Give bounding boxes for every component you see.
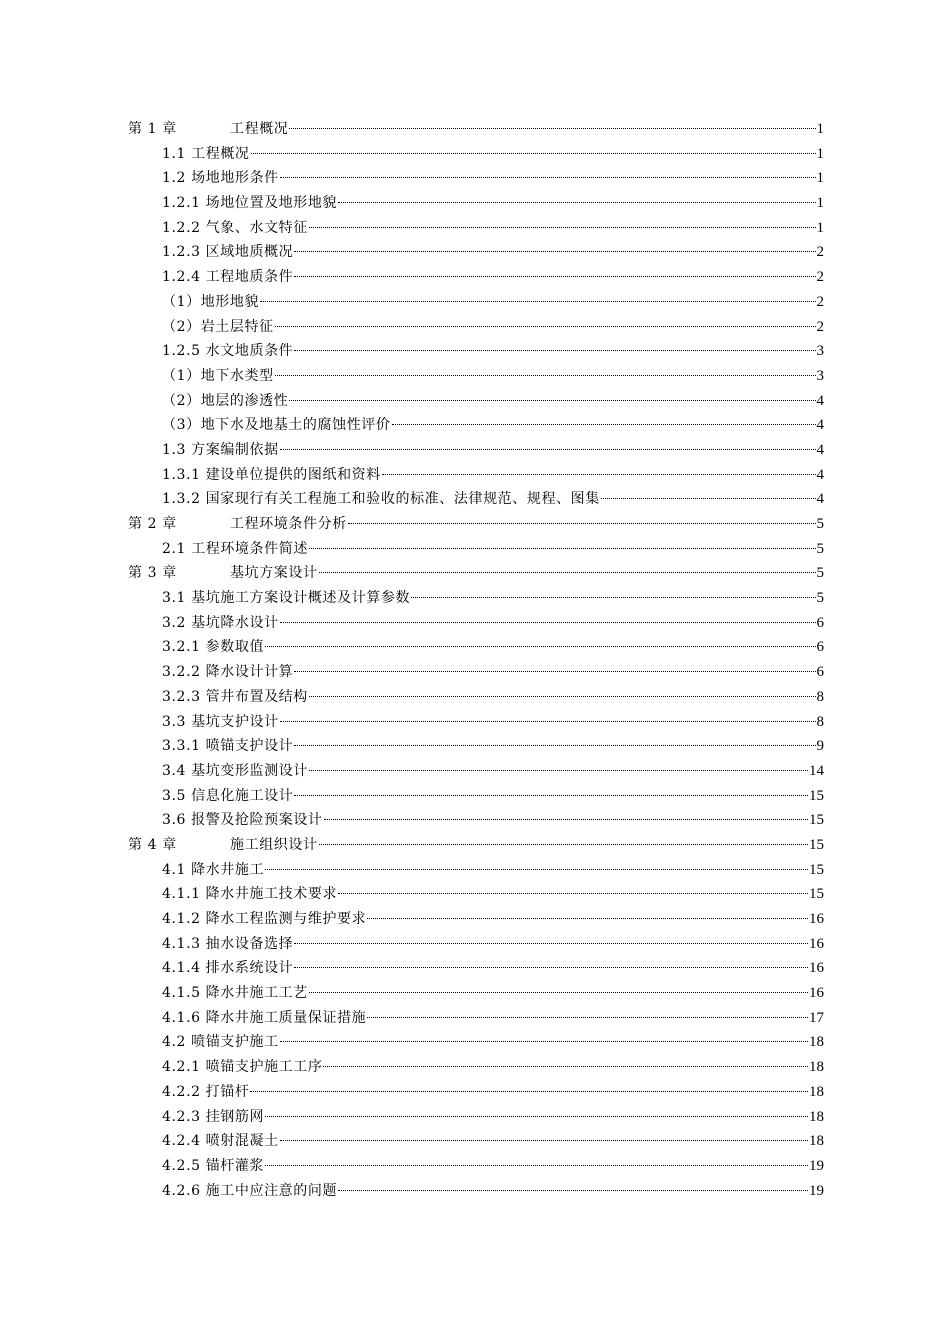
toc-entry-title — [128, 833, 318, 858]
page-number: 19 — [809, 1182, 824, 1199]
toc-entry-title: 2.1 工程环境条件简述 — [162, 540, 308, 557]
toc-entry-title: 1.1 工程概况 — [162, 145, 250, 162]
toc-section-row[interactable] — [128, 265, 824, 290]
page-number: 6 — [816, 614, 824, 631]
page-number: 1 — [816, 219, 824, 236]
toc-section-row[interactable] — [128, 438, 824, 463]
toc-section-row[interactable] — [128, 364, 824, 389]
toc-section-row[interactable] — [128, 240, 824, 265]
page-number: 16 — [809, 985, 824, 1002]
dot-leader — [309, 992, 808, 993]
dot-leader — [294, 795, 808, 796]
dot-leader — [289, 128, 815, 129]
chapter-title: 工程概况 — [230, 121, 289, 137]
toc-entry-title: 3.3 基坑支护设计 — [162, 713, 279, 730]
page-number: 1 — [816, 170, 824, 187]
toc-section-row[interactable] — [128, 808, 824, 833]
page-number: 16 — [809, 960, 824, 977]
toc-entry-title: 4.2.4 喷射混凝土 — [162, 1133, 279, 1150]
chapter-number: 第 3 章 — [128, 565, 177, 582]
toc-entry-title: 1.3.1 建设单位提供的图纸和资料 — [162, 466, 381, 483]
toc-chapter-row[interactable] — [128, 561, 824, 586]
dot-leader — [280, 449, 816, 450]
toc-section-row[interactable] — [128, 932, 824, 957]
toc-entry-title: 4.2.1 喷锚支护施工工序 — [162, 1059, 323, 1076]
toc-entry-title: （2）岩土层特征 — [162, 318, 274, 335]
dot-leader — [367, 918, 808, 919]
toc-entry-title: （1）地下水类型 — [162, 367, 274, 384]
toc-entry-title: 3.3.1 喷锚支护设计 — [162, 738, 294, 755]
toc-section-row[interactable] — [128, 882, 824, 907]
dot-leader — [382, 474, 816, 475]
toc-section-row[interactable] — [128, 907, 824, 932]
toc-entry-title — [128, 561, 318, 586]
dot-leader — [265, 1165, 808, 1166]
toc-entry-title: （3）地下水及地基土的腐蚀性评价 — [162, 417, 391, 434]
toc-chapter-row[interactable] — [128, 512, 824, 537]
dot-leader — [280, 1041, 808, 1042]
toc-section-row[interactable] — [128, 389, 824, 414]
page-number: 17 — [809, 1009, 824, 1026]
toc-section-row[interactable] — [128, 660, 824, 685]
page-number: 1 — [816, 195, 824, 212]
toc-chapter-row[interactable] — [128, 833, 824, 858]
toc-chapter-row[interactable] — [128, 117, 824, 142]
page-number: 3 — [816, 343, 824, 360]
page-number: 19 — [809, 1157, 824, 1174]
toc-entry-title: 4.2.2 打锚杆 — [162, 1083, 250, 1100]
page-number: 14 — [809, 762, 824, 779]
toc-entry-title: 4.1.5 降水井施工工艺 — [162, 985, 308, 1002]
toc-section-row[interactable] — [128, 191, 824, 216]
dot-leader — [275, 326, 816, 327]
page-number: 15 — [809, 812, 824, 829]
toc-entry-title: 3.2.3 管井布置及结构 — [162, 688, 308, 705]
page-number: 18 — [809, 1034, 824, 1051]
toc-section-row[interactable] — [128, 1154, 824, 1179]
chapter-number: 第 2 章 — [128, 516, 177, 532]
dot-leader — [601, 498, 816, 499]
toc-section-row[interactable] — [128, 759, 824, 784]
page-number: 9 — [816, 738, 824, 755]
toc-entry-title: 1.2.5 水文地质条件 — [162, 343, 294, 360]
dot-leader — [338, 893, 808, 894]
page-number: 4 — [816, 417, 824, 434]
page-number: 2 — [816, 244, 824, 261]
toc-entry-title: 4.2.6 施工中应注意的问题 — [162, 1182, 338, 1199]
toc-section-row[interactable] — [128, 537, 824, 562]
toc-section-row[interactable] — [128, 635, 824, 660]
toc-section-row[interactable] — [128, 784, 824, 809]
page-number: 16 — [809, 935, 824, 952]
dot-leader — [348, 523, 816, 524]
page-number: 5 — [816, 565, 824, 582]
page-number: 15 — [809, 787, 824, 804]
toc-entry-title: 3.2.2 降水设计计算 — [162, 664, 294, 681]
toc-entry-title: （2）地层的渗透性 — [162, 392, 289, 409]
page-number: 5 — [816, 540, 824, 557]
page-number: 2 — [816, 293, 824, 310]
page-number: 8 — [816, 688, 824, 705]
dot-leader — [250, 1091, 808, 1092]
toc-entry-title: 1.2.1 场地位置及地形地貌 — [162, 195, 338, 212]
dot-leader — [265, 646, 815, 647]
dot-leader — [275, 375, 816, 376]
toc-section-row[interactable] — [128, 956, 824, 981]
page-number: 18 — [809, 1059, 824, 1076]
dot-leader — [294, 276, 815, 277]
toc-entry-title: 4.1.3 抽水设备选择 — [162, 935, 294, 952]
page-number: 1 — [816, 145, 824, 162]
toc-entry-title: 4.2.5 锚杆灌浆 — [162, 1157, 265, 1174]
page-number: 6 — [816, 664, 824, 681]
toc-entry-title — [128, 117, 288, 142]
dot-leader — [411, 597, 815, 598]
page-number: 2 — [816, 318, 824, 335]
dot-leader — [309, 770, 808, 771]
toc-section-row[interactable] — [128, 1006, 824, 1031]
dot-leader — [309, 227, 816, 228]
page-number: 3 — [816, 367, 824, 384]
page-number: 2 — [816, 269, 824, 286]
toc-section-row[interactable] — [128, 290, 824, 315]
chapter-number: 第 1 章 — [128, 121, 177, 137]
toc-section-row[interactable] — [128, 734, 824, 759]
page-number: 15 — [809, 861, 824, 878]
toc-section-row[interactable] — [128, 858, 824, 883]
dot-leader — [319, 572, 816, 573]
dot-leader — [294, 943, 808, 944]
toc-entry-title: 3.1 基坑施工方案设计概述及计算参数 — [162, 590, 411, 607]
page-number: 4 — [816, 466, 824, 483]
page-number: 15 — [809, 886, 824, 903]
dot-leader — [319, 844, 808, 845]
dot-leader — [294, 967, 808, 968]
toc-section-row[interactable] — [128, 413, 824, 438]
toc-section-row[interactable] — [128, 611, 824, 636]
page-number: 1 — [816, 121, 824, 137]
dot-leader — [309, 696, 816, 697]
toc-section-row[interactable] — [128, 315, 824, 340]
page-number: 16 — [809, 911, 824, 927]
toc-entry-title: （1）地形地貌 — [162, 293, 260, 310]
chapter-title: 施工组织设计 — [230, 836, 318, 853]
dot-leader — [265, 1116, 808, 1117]
chapter-number: 第 4 章 — [128, 836, 177, 853]
toc-entry-title: 4.2.3 挂钢筋网 — [162, 1108, 265, 1125]
toc-section-row[interactable] — [128, 710, 824, 735]
toc-entry-title: 4.1.4 排水系统设计 — [162, 960, 294, 977]
toc-section-row[interactable] — [128, 1179, 824, 1204]
toc-entry-title: 1.3 方案编制依据 — [162, 441, 279, 458]
toc-section-row[interactable] — [128, 1080, 824, 1105]
toc-entry-title: 3.5 信息化施工设计 — [162, 787, 294, 804]
toc-section-row[interactable] — [128, 463, 824, 488]
toc-section-row[interactable] — [128, 487, 824, 512]
dot-leader — [309, 548, 816, 549]
toc-entry-title: 3.2.1 参数取值 — [162, 639, 265, 656]
toc-entry-title: 1.2.3 区域地质概况 — [162, 244, 294, 261]
toc-entry-title: 3.4 基坑变形监测设计 — [162, 762, 308, 779]
dot-leader — [294, 745, 815, 746]
toc-entry-title: 3.6 报警及抢险预案设计 — [162, 812, 323, 829]
page-number: 18 — [809, 1108, 824, 1125]
dot-leader — [265, 869, 808, 870]
chapter-title: 基坑方案设计 — [230, 565, 318, 582]
dot-leader — [294, 350, 815, 351]
page-number: 18 — [809, 1083, 824, 1100]
toc-section-row[interactable] — [128, 1129, 824, 1154]
page-number: 18 — [809, 1133, 824, 1150]
toc-section-row[interactable] — [128, 166, 824, 191]
toc-section-row[interactable] — [128, 339, 824, 364]
dot-leader — [280, 622, 816, 623]
dot-leader — [338, 202, 815, 203]
dot-leader — [251, 153, 816, 154]
page-number: 4 — [816, 392, 824, 409]
table-of-contents — [128, 117, 824, 1203]
dot-leader — [324, 819, 808, 820]
toc-entry-title: 1.2.2 气象、水文特征 — [162, 219, 308, 236]
toc-entry-title: 4.1.6 降水井施工质量保证措施 — [162, 1009, 367, 1026]
page-number: 5 — [816, 590, 824, 607]
toc-section-row[interactable] — [128, 586, 824, 611]
page-number: 8 — [816, 713, 824, 730]
dot-leader — [280, 177, 816, 178]
toc-entry-title: 1.3.2 国家现行有关工程施工和验收的标准、法律规范、规程、图集 — [162, 491, 600, 508]
toc-entry-title — [128, 512, 347, 537]
dot-leader — [280, 1140, 808, 1141]
dot-leader — [260, 301, 815, 302]
toc-entry-title: 4.2 喷锚支护施工 — [162, 1034, 279, 1051]
toc-section-row[interactable] — [128, 1055, 824, 1080]
toc-section-row[interactable] — [128, 142, 824, 167]
dot-leader — [294, 671, 815, 672]
toc-entry-title: 3.2 基坑降水设计 — [162, 614, 279, 631]
dot-leader — [280, 721, 816, 722]
toc-entry-title: 1.2 场地地形条件 — [162, 170, 279, 187]
toc-entry-title: 4.1 降水井施工 — [162, 861, 265, 878]
toc-section-row[interactable] — [128, 1105, 824, 1130]
page-number: 15 — [809, 836, 824, 853]
toc-entry-title: 1.2.4 工程地质条件 — [162, 269, 294, 286]
toc-section-row[interactable] — [128, 981, 824, 1006]
toc-section-row[interactable] — [128, 216, 824, 241]
dot-leader — [367, 1017, 808, 1018]
dot-leader — [289, 400, 815, 401]
page-number: 5 — [816, 516, 824, 532]
dot-leader — [294, 251, 815, 252]
dot-leader — [338, 1190, 808, 1191]
toc-entry-title: 4.1.2 降水工程监测与维护要求 — [162, 911, 367, 927]
chapter-title: 工程环境条件分析 — [230, 516, 347, 532]
toc-entry-title: 4.1.1 降水井施工技术要求 — [162, 886, 338, 903]
page-number: 4 — [816, 441, 824, 458]
page-number: 4 — [816, 491, 824, 508]
toc-section-row[interactable] — [128, 685, 824, 710]
dot-leader — [323, 1066, 808, 1067]
page-number: 6 — [816, 639, 824, 656]
toc-section-row[interactable] — [128, 1030, 824, 1055]
dot-leader — [392, 424, 816, 425]
